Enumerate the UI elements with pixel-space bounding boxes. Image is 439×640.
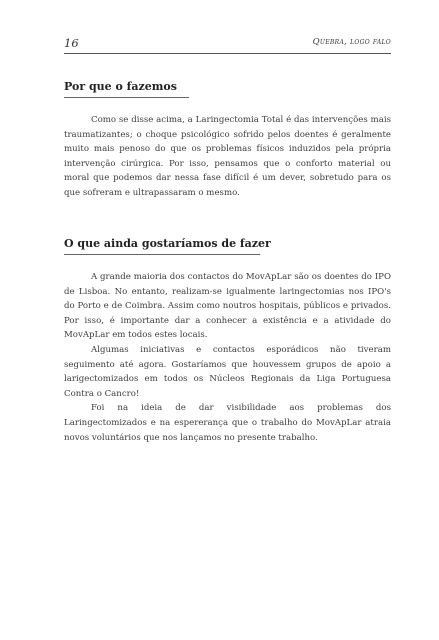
section-why xyxy=(64,80,391,201)
paragraph: Como se disse acima, a Laringectomia Total é das intervenções mais traumatizantes; o choque psicológico sofrido pelos doentes é geralmente muito mais penoso do que os problemas físicos induzidos pela própria intervenção cirúrgica. Por isso, pensamos que o conforto material ou moral que podemos dar nessa fase difícil é um dever, sobretudo para os que sofreram e ultrapassaram o mesmo. xyxy=(64,115,391,198)
paragraph: Algumas iniciativas e contactos esporádicos não tiveram seguimento até agora. Gostaríamos que houvessem grupos de apoio a larigectomizados em todos os Núcleos Regionais da Liga Portuguesa Contra o Cancro! xyxy=(64,344,391,399)
section-heading: Por que o fazemos xyxy=(64,80,177,93)
running-head: Quebra, logo falo xyxy=(312,37,391,47)
page-number: 16 xyxy=(64,36,79,50)
heading-rule xyxy=(64,97,189,98)
section-heading: O que ainda gostaríamos de fazer xyxy=(64,237,271,250)
section-future xyxy=(64,237,391,445)
paragraph: A grande maioria dos contactos do MovApLar são os doentes do IPO de Lisboa. No entanto, realizam-se igualmente laringectomias nos IPO's do Porto e de Coimbra. Assim como noutros hospitais, públicos e privados. Por isso, é importante dar a conhecer a existência e a atividade do MovApLar em todos estes locais. xyxy=(64,272,391,341)
header-rule xyxy=(64,53,391,54)
heading-rule xyxy=(64,254,260,255)
page-header xyxy=(64,36,391,56)
paragraph: Foi na ideia de dar visibilidade aos problemas dos Laringectomizados e na espererança que o trabalho do MovApLar atraia novos voluntários que nos lançamos no presente trabalho. xyxy=(64,403,391,443)
